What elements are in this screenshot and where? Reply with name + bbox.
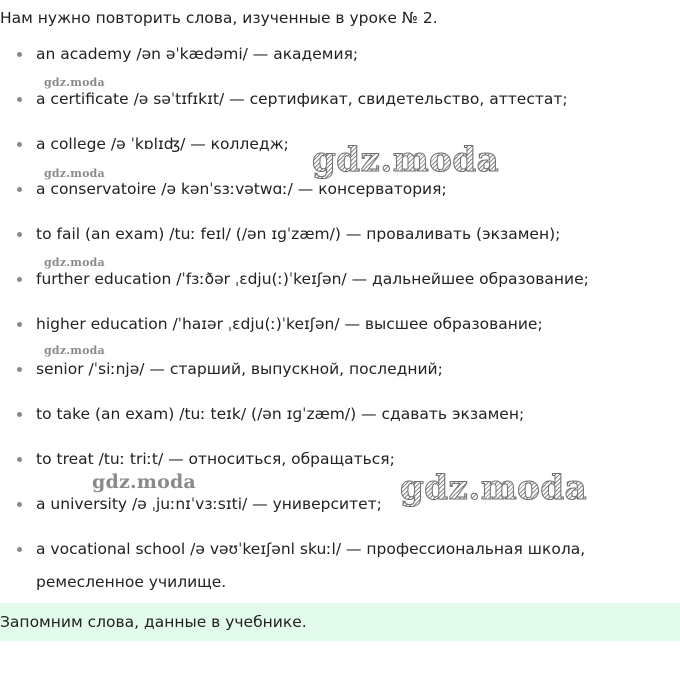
bullet-icon	[17, 367, 22, 372]
bullet-icon	[17, 52, 22, 57]
list-item	[0, 357, 680, 402]
list-item-text: a conservatoire /ə kənˈsɜːvətwɑː/ — консерватория;	[36, 180, 447, 198]
list-item	[0, 402, 680, 447]
vocabulary-list	[0, 42, 680, 617]
list-item	[0, 177, 680, 222]
watermark-small: gdz.moda	[44, 256, 105, 269]
list-item-text: further education /ˈfɜːðər ˌɛdju(ː)ˈkeɪʃən/ — дальнейшее образование;	[36, 270, 589, 288]
bullet-icon	[17, 277, 22, 282]
list-item-text-continuation: ремесленное училище.	[36, 573, 227, 591]
watermark-large: gdz.moda	[312, 140, 500, 180]
watermark-small: gdz.moda	[44, 344, 105, 357]
list-item-text: a vocational school /ə vəʊˈkeɪʃənl skuːl/ — профессиональная школа,	[36, 540, 586, 558]
bullet-icon	[17, 232, 22, 237]
bullet-icon	[17, 502, 22, 507]
watermark-small: gdz.moda	[92, 471, 196, 493]
section-banner	[0, 603, 680, 641]
list-item-text: to fail (an exam) /tuː feɪl/ (/ən ɪɡˈzæm/) — проваливать (экзамен);	[36, 225, 561, 243]
list-item-text: a certificate /ə səˈtɪfɪkɪt/ — сертификат, свидетельство, аттестат;	[36, 90, 568, 108]
watermark-large: gdz.moda	[400, 468, 588, 508]
bullet-icon	[17, 322, 22, 327]
bullet-icon	[17, 97, 22, 102]
list-item-text: to treat /tuː triːt/ — относиться, обращаться;	[36, 450, 395, 468]
list-item-text: senior /ˈsiːnjə/ — старший, выпускной, последний;	[36, 360, 443, 378]
bullet-icon	[17, 187, 22, 192]
list-item-text: a college /ə ˈkɒlɪʤ/ — колледж;	[36, 135, 289, 153]
list-item-text: an academy /ən əˈkædəmi/ — академия;	[36, 45, 359, 63]
bullet-icon	[17, 457, 22, 462]
bullet-icon	[17, 547, 22, 552]
bullet-icon	[17, 412, 22, 417]
watermark-small: gdz.moda	[44, 167, 105, 180]
list-item-text: higher education /ˈhaɪər ˌɛdju(ː)ˈkeɪʃən/ — высшее образование;	[36, 315, 543, 333]
intro-text: Нам нужно повторить слова, изученные в уроке № 2.	[0, 9, 438, 27]
list-item-text: a university /ə ˌjuːnɪˈvɜːsɪti/ — университет;	[36, 495, 382, 513]
list-item	[0, 87, 680, 132]
list-item-text: to take (an exam) /tuː teɪk/ (/ən ɪɡˈzæm/) — сдавать экзамен;	[36, 405, 525, 423]
banner-text: Запомним слова, данные в учебнике.	[0, 613, 307, 631]
bullet-icon	[17, 142, 22, 147]
watermark-small: gdz.moda	[44, 76, 105, 89]
list-item	[0, 267, 680, 312]
